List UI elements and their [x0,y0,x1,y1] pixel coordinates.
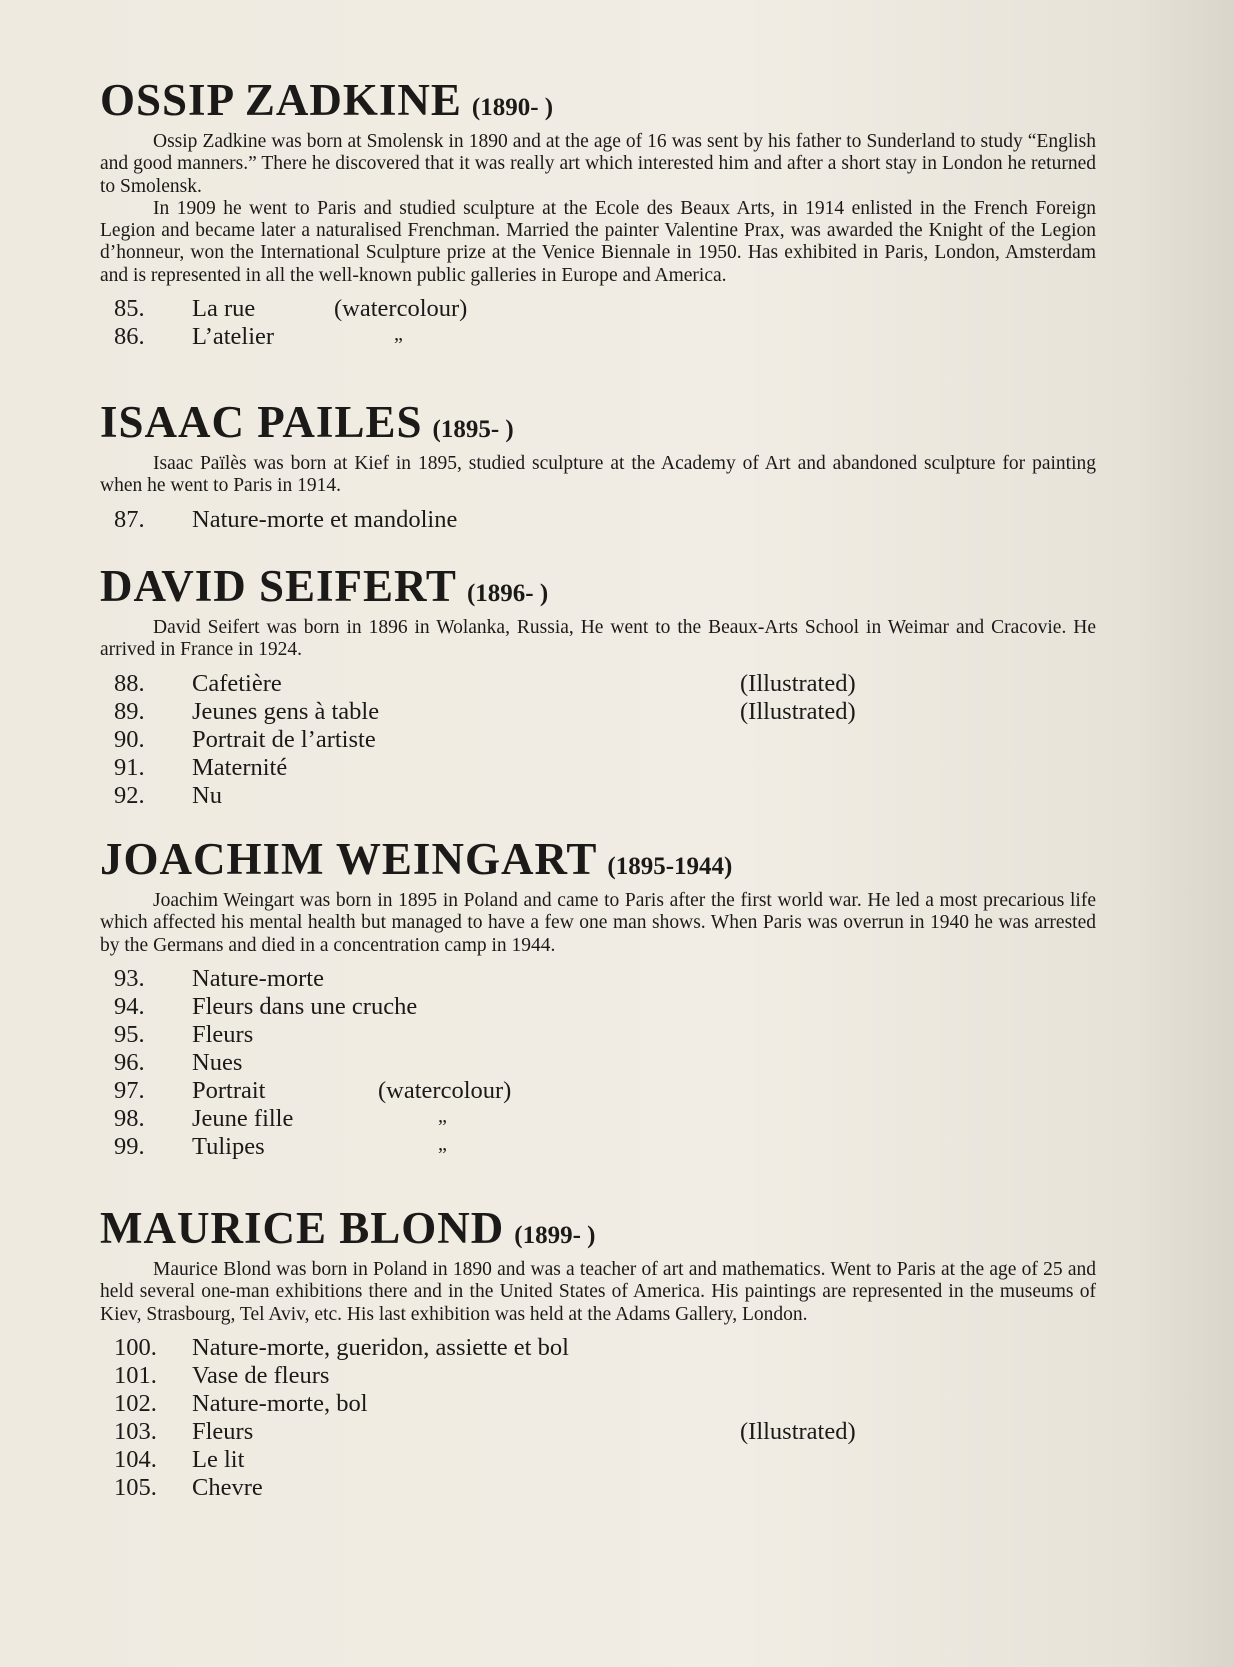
illustrated-note: (Illustrated) [740,669,856,697]
ditto-mark: ” [438,1115,447,1138]
work-number: 100. [114,1333,157,1361]
artist-heading [100,75,1096,125]
work-title: Jeune fille [192,1104,294,1132]
artist-dates: (1895-1944) [607,853,733,880]
work-item [100,1021,1096,1049]
work-title: Nature-morte, bol [192,1389,368,1417]
work-item [100,1104,1096,1138]
work-title: Maternité [192,753,288,781]
work-item [100,1334,1096,1362]
work-item [100,965,1096,993]
work-item [100,1418,1096,1446]
work-title: Chevre [192,1473,263,1501]
artist-dates: (1890- ) [471,94,554,121]
work-title: Nature-morte, gueridon, assiette et bol [192,1333,569,1361]
artist-name: ISAAC PAILES [100,397,423,447]
work-number: 97. [114,1076,145,1104]
artist-dates: (1896- ) [466,580,549,607]
work-title: Le lit [192,1445,245,1473]
work-item [100,754,1096,782]
bio-paragraph: Joachim Weingart was born in 1895 in Poland and came to Paris after the first world war. He led a most precarious life which affected his mental health but managed to have a few one man shows. When Paris was overrun in 1940 he was arrested by the Germans and died in a concentration camp in 1944. [100,890,1096,956]
work-item [100,782,1096,810]
artist-heading [100,397,1096,447]
works-list [100,506,1096,534]
work-item [100,1077,1096,1105]
work-item [100,670,1096,698]
work-item [100,506,1096,534]
work-title: Nu [192,781,222,809]
ditto-mark: ” [438,1143,447,1166]
work-item [100,1049,1096,1077]
work-item [100,1474,1096,1502]
bio-paragraph: Maurice Blond was born in Poland in 1890 and was a teacher of art and mathematics. Went to Paris at the age of 25 and held several one-man exhibitions there and in the United States of America. His paintings are represented in the museums of Kiev, Strasbourg, Tel Aviv, etc. His last exhibition was held at the Adams Gallery, London. [100,1259,1096,1325]
work-item [100,1446,1096,1474]
work-item [100,1362,1096,1390]
illustrated-note: (Illustrated) [740,1417,856,1445]
works-list [100,670,1096,810]
work-number: 90. [114,725,145,753]
bio-paragraph: In 1909 he went to Paris and studied sculpture at the Ecole des Beaux Arts, in 1914 enlisted in the French Foreign Legion and became later a naturalised Frenchman. Married the painter Valentine Prax, was awarded the Knight of the Legion d’honneur, won the International Sculpture prize at the Venice Biennale in 1950. Has exhibited in Paris, London, Amsterdam and is represented in all the well-known public galleries in Europe and America. [100,197,1096,286]
artist-dates: (1899- ) [514,1222,596,1249]
work-number: 87. [114,505,145,533]
work-title: Nature-morte et mandoline [192,505,458,533]
work-number: 93. [114,964,145,992]
work-medium: (watercolour) [334,295,468,323]
bio-paragraph: Isaac Païlès was born at Kief in 1895, studied sculpture at the Academy of Art and abandoned sculpture for painting when he went to Paris in 1914. [100,453,1096,497]
work-item [100,1132,1096,1166]
artist-entry-zadkine [100,75,1096,357]
artist-biography [100,617,1096,662]
work-title: La rue [192,295,256,323]
work-number: 88. [114,669,145,697]
artist-name: MAURICE BLOND [100,1203,505,1253]
work-item [100,698,1096,726]
work-title: Vase de fleurs [192,1361,330,1389]
artist-entry-weingart [100,834,1096,1166]
work-number: 103. [114,1417,157,1445]
work-number: 101. [114,1361,157,1389]
artist-entry-blond [100,1203,1096,1502]
work-item [100,295,1096,323]
artist-dates: (1895- ) [432,416,514,443]
artist-heading [100,561,1096,611]
works-list [100,1334,1096,1502]
artist-heading [100,1203,1096,1253]
work-title: Nues [192,1048,243,1076]
work-number: 105. [114,1473,157,1501]
ditto-mark: ” [394,334,403,357]
work-title: Fleurs dans une cruche [192,992,418,1020]
artist-heading [100,834,1096,884]
artist-biography [100,1259,1096,1326]
works-list [100,295,1096,357]
work-number: 102. [114,1389,157,1417]
work-number: 85. [114,295,145,323]
work-number: 96. [114,1048,145,1076]
work-item [100,323,1096,357]
bio-paragraph: Ossip Zadkine was born at Smolensk in 1890 and at the age of 16 was sent by his father to Sunderland to study “English and good manners.” There he discovered that it was really art which interested him and after a short stay in London he returned to Smolensk. [100,131,1096,197]
works-list [100,964,1096,1166]
artist-name: OSSIP ZADKINE [100,75,462,125]
work-number: 92. [114,781,145,809]
artist-biography [100,453,1096,498]
work-title: Portrait [192,1076,266,1104]
work-number: 91. [114,753,145,781]
work-item [100,1390,1096,1418]
illustrated-note: (Illustrated) [740,697,856,725]
work-title: Fleurs [192,1417,254,1445]
work-number: 94. [114,992,145,1020]
work-number: 99. [114,1132,145,1160]
work-number: 104. [114,1445,157,1473]
bio-paragraph: David Seifert was born in 1896 in Wolanka, Russia, He went to the Beaux-Arts School in Weimar and Cracovie. He arrived in France in 1924. [100,617,1096,661]
work-title: Portrait de l’artiste [192,725,376,753]
work-number: 95. [114,1020,145,1048]
work-title: Cafetière [192,669,282,697]
work-item [100,726,1096,754]
work-number: 86. [114,323,145,351]
work-title: Jeunes gens à table [192,697,380,725]
artist-biography [100,890,1096,957]
artist-name: DAVID SEIFERT [100,561,457,611]
work-title: Tulipes [192,1132,265,1160]
artist-entry-seifert [100,561,1096,810]
work-item [100,993,1096,1021]
work-medium: (watercolour) [378,1076,512,1104]
artist-name: JOACHIM WEINGART [100,834,598,884]
work-title: Fleurs [192,1020,254,1048]
artist-biography [100,131,1096,287]
work-title: L’atelier [192,323,275,351]
artist-entry-pailes [100,397,1096,534]
work-number: 89. [114,697,145,725]
work-title: Nature-morte [192,964,324,992]
work-number: 98. [114,1104,145,1132]
